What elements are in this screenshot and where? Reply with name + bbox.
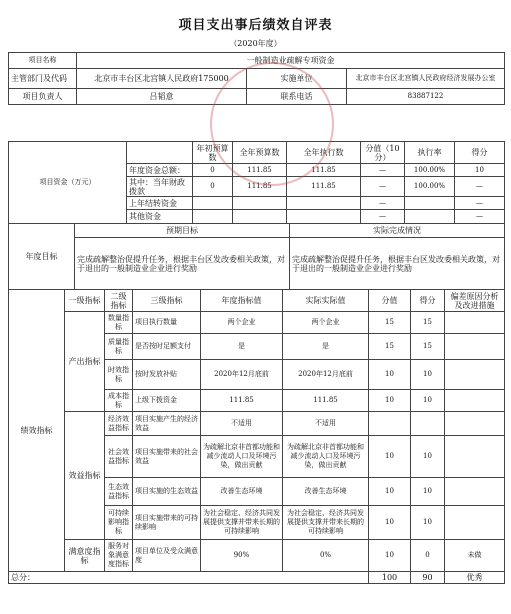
funds-row-label: 上年结转资金	[127, 197, 193, 210]
expected-goal-header: 预期目标	[75, 224, 290, 238]
funds-cell: —	[361, 177, 405, 197]
funds-cell	[193, 210, 233, 224]
perf-header-l3: 三级指标	[133, 290, 201, 312]
target-value: 不适用	[201, 412, 283, 436]
phone-value: 83887122	[347, 89, 505, 105]
l3-indicator: 项目实施产生的经济效益	[133, 412, 201, 436]
l3-indicator: 按时发放补贴	[133, 360, 201, 390]
l2-indicator: 可持续影响指标	[105, 506, 133, 540]
target-value: 两个企业	[201, 312, 283, 334]
note-value	[445, 334, 505, 360]
project-name-label: 项目名称	[9, 53, 77, 69]
perf-header-l2: 二级指标	[105, 290, 133, 312]
actual-value: 为社会稳定、经济共同发展提供支撑并带来长期的可持续影响	[283, 506, 369, 540]
l2-indicator: 服务对象满意度指标	[105, 540, 133, 572]
score-value: 10	[369, 478, 411, 506]
actual-value: 两个企业	[283, 312, 369, 334]
funds-cell: 111.85	[233, 164, 287, 177]
actual-value: 0%	[283, 540, 369, 572]
score-value	[369, 412, 411, 436]
funds-cell	[405, 197, 455, 210]
phone-label: 联系电话	[247, 89, 347, 105]
funds-section-label: 项目资金（万元）	[9, 142, 127, 224]
l3-indicator: 项目执行数量	[133, 312, 201, 334]
funds-cell: 0	[193, 164, 233, 177]
l2-indicator: 社会效益指标	[105, 436, 133, 478]
funds-cell: 10	[455, 164, 505, 177]
funds-cell: —	[361, 164, 405, 177]
funds-cell	[405, 210, 455, 224]
actual-value: 为疏解北京非首都功能和减少流动人口及环境污染，做出贡献	[283, 436, 369, 478]
funds-row-label: 年度资金总额：	[127, 164, 193, 177]
got-value: 10	[411, 478, 445, 506]
goal-table	[8, 223, 505, 290]
funds-row-label: 其他资金	[127, 210, 193, 224]
funds-cell: 0	[193, 177, 233, 197]
funds-header-exec: 全年执行数	[287, 142, 361, 164]
l2-indicator: 成本指标	[105, 390, 133, 412]
got-value	[411, 412, 445, 436]
funds-cell	[287, 210, 361, 224]
funds-cell	[233, 197, 287, 210]
funds-header-initial: 年初预算数	[193, 142, 233, 164]
funds-header-got: 得分	[455, 142, 505, 164]
l2-indicator: 数量指标	[105, 312, 133, 334]
got-value: 15	[411, 312, 445, 334]
perf-header-note: 偏差原因分析及改进措施	[445, 290, 505, 312]
funds-cell: —	[455, 177, 505, 197]
funds-cell: —	[361, 210, 405, 224]
funds-header-score: 分值（10分）	[361, 142, 405, 164]
total-score: 100	[369, 572, 411, 584]
dept-label: 主管部门及代码	[9, 69, 77, 89]
funds-cell	[193, 197, 233, 210]
note-value	[445, 478, 505, 506]
funds-cell: —	[455, 197, 505, 210]
funds-cell: 100.00%	[405, 164, 455, 177]
output-indicator-label: 产出指标	[65, 312, 105, 412]
goal-section-label: 年度目标	[9, 224, 75, 290]
funds-cell: 111.85	[287, 177, 361, 197]
note-value	[445, 312, 505, 334]
l3-indicator: 项目实施带来的可持续影响	[133, 506, 201, 540]
dept-value: 北京市丰台区北宫镇人民政府175000	[77, 69, 247, 89]
got-value: 10	[411, 390, 445, 412]
project-name-value: 一般制造业疏解专项资金	[77, 53, 505, 69]
target-value: 111.85	[201, 390, 283, 412]
funds-header-rate: 执行率	[405, 142, 455, 164]
perf-header-l1: 一级指标	[65, 290, 105, 312]
total-grade: 优秀	[445, 572, 505, 584]
note-value	[445, 412, 505, 436]
target-value: 为疏解北京非首都功能和减少流动人口及环境污染，做出贡献	[201, 436, 283, 478]
perf-header-score: 分值	[369, 290, 411, 312]
year-subtitle: （2020年度）	[229, 39, 282, 48]
funds-cell	[233, 210, 287, 224]
score-value: 10	[369, 436, 411, 478]
actual-value: 2020年12月底前	[283, 360, 369, 390]
page-title: 项目支出事后绩效自评表	[178, 18, 333, 33]
funds-cell: 111.85	[287, 164, 361, 177]
l2-indicator: 时效指标	[105, 360, 133, 390]
info-table	[8, 52, 505, 105]
unit-label: 实施单位	[247, 69, 347, 89]
target-value: 2020年12月底前	[201, 360, 283, 390]
target-value: 改善生态环境	[201, 478, 283, 506]
perf-header-actual: 实际实际值	[283, 290, 369, 312]
note-value: 未做	[445, 540, 505, 572]
funds-row-label: 其中：当年财政拨款	[127, 177, 193, 197]
funds-table	[8, 141, 505, 224]
score-value: 10	[369, 390, 411, 412]
l3-indicator: 项目单位及受众满意度	[133, 540, 201, 572]
owner-label: 项目负责人	[9, 89, 77, 105]
l3-indicator: 上级下拨资金	[133, 390, 201, 412]
target-value: 90%	[201, 540, 283, 572]
l3-indicator: 是否按时足额支付	[133, 334, 201, 360]
note-value	[445, 360, 505, 390]
funds-cell	[287, 197, 361, 210]
score-value: 15	[369, 312, 411, 334]
actual-value: 改善生态环境	[283, 478, 369, 506]
score-value: 10	[369, 506, 411, 540]
funds-cell: 100.00%	[405, 177, 455, 197]
actual-result-header: 实际完成情况	[290, 224, 505, 238]
l3-indicator: 项目实施带来的社会效益	[133, 436, 201, 478]
actual-value: 111.85	[283, 390, 369, 412]
expected-goal-text: 完成疏解整治促提升任务，根据丰台区发改委相关政策，对于退出的一般制造业企业进行奖励	[75, 238, 290, 290]
unit-value: 北京市丰台区北宫镇人民政府经济发展办公室	[347, 69, 505, 89]
score-value: 10	[369, 540, 411, 572]
l3-indicator: 项目实施的生态效益	[133, 478, 201, 506]
got-value: 10	[411, 360, 445, 390]
total-got: 90	[411, 572, 445, 584]
actual-value: 是	[283, 334, 369, 360]
score-value: 10	[369, 360, 411, 390]
owner-value: 吕韬意	[77, 89, 247, 105]
got-value: 0	[411, 540, 445, 572]
perf-section-label: 绩效指标	[9, 290, 65, 572]
note-value	[445, 436, 505, 478]
actual-value: 不适用	[283, 412, 369, 436]
l2-indicator: 经济效益指标	[105, 412, 133, 436]
l2-indicator: 质量指标	[105, 334, 133, 360]
target-value: 是	[201, 334, 283, 360]
total-label: 总分：	[9, 572, 369, 584]
funds-cell: —	[455, 210, 505, 224]
target-value: 为社会稳定、经济共同发展提供支撑并带来长期的可持续影响	[201, 506, 283, 540]
perf-header-got: 得分	[411, 290, 445, 312]
score-value: 15	[369, 334, 411, 360]
funds-header-full: 全年预算数	[233, 142, 287, 164]
note-value	[445, 390, 505, 412]
got-value: 10	[411, 436, 445, 478]
got-value: 10	[411, 506, 445, 540]
note-value	[445, 506, 505, 540]
l2-indicator: 生态效益指标	[105, 478, 133, 506]
funds-cell: —	[361, 197, 405, 210]
funds-cell: 111.85	[233, 177, 287, 197]
actual-result-text: 完成疏解整治促提升任务，根据丰台区发改委相关政策，对于退出的一般制造业企业进行奖励	[290, 238, 505, 290]
perf-table	[8, 289, 505, 584]
perf-header-target: 年度指标值	[201, 290, 283, 312]
satisfaction-indicator-label: 满意度指标	[65, 540, 105, 572]
benefit-indicator-label: 效益指标	[65, 412, 105, 540]
got-value: 15	[411, 334, 445, 360]
